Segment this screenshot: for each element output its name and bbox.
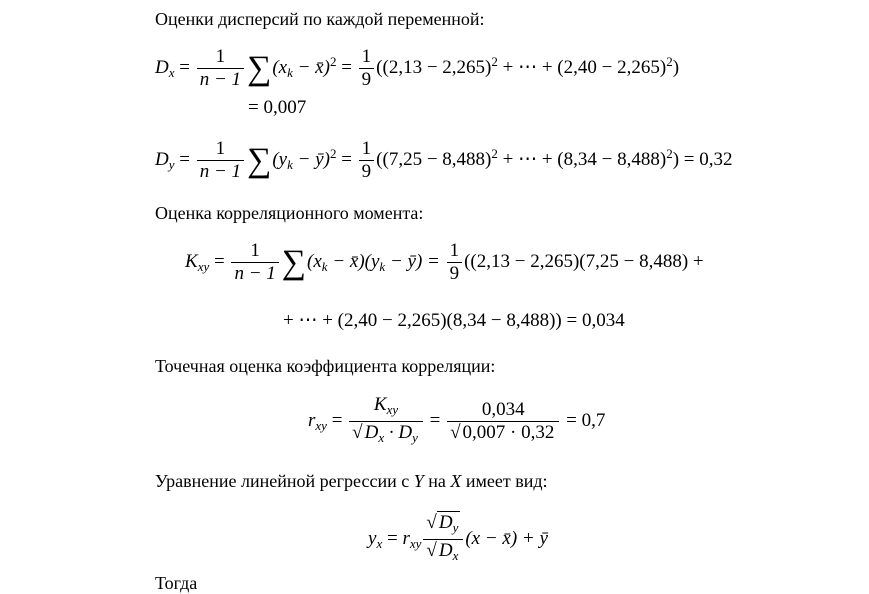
kxy-sum-expr: (x xyxy=(307,250,322,272)
rxy-frac1-num xyxy=(349,394,423,422)
dx-coef-num: 1 xyxy=(359,46,375,69)
dy-lhs: D xyxy=(155,148,169,170)
heading-then: Тогда xyxy=(155,573,198,593)
dx-fraction xyxy=(197,46,244,91)
dx-expansion-mid: + ⋯ + (2,40 − 2,265) xyxy=(497,56,667,78)
equation-kxy: $K_{xy}$ = $\frac{1}{n - 1}$ $\sum(x_k$ − $x̄)(y_k$ − ȳ) = $\frac{1}{9}$ ((2,13 − 2,265)(7,25 − 8,488) + xyxy=(185,240,704,284)
kxy-lhs: K xyxy=(185,250,198,272)
rxy-result: = 0,7 xyxy=(566,409,606,431)
sqrt-symbol: √ $D_x \cdot D_y$ xyxy=(352,422,418,445)
dx-sum-tail: − x̄) xyxy=(292,56,330,78)
kxy-frac-den: n − 1 xyxy=(234,263,276,284)
dx-coef xyxy=(359,46,375,91)
rxy-num1-sub: xy xyxy=(386,402,399,417)
rxy-den2: 0,007 · 0,32 xyxy=(462,422,555,443)
kxy-sum-mid: − x̄)(y xyxy=(327,250,380,272)
dy-lhs-sub: y xyxy=(168,156,175,172)
dy-sum-pow: 2 xyxy=(329,145,337,161)
dx-sum-sub: k xyxy=(287,64,293,80)
dx-frac-num: 1 xyxy=(197,46,244,69)
reg-r: r xyxy=(402,527,410,549)
kxy-line2: + ⋯ + (2,40 − 2,265)(8,34 − 8,488)) = 0,034 xyxy=(283,310,625,331)
sqrt-symbol: √ $D_y$ xyxy=(426,512,459,535)
dx-sum-pow: 2 xyxy=(329,53,337,69)
sum-symbol: ∑ xyxy=(281,243,307,281)
kxy-fraction xyxy=(231,240,278,285)
dy-expansion-end: ) = 0,32 xyxy=(672,148,733,170)
heading4-x: X xyxy=(450,471,462,491)
dx-frac-den: n − 1 xyxy=(199,69,242,90)
dy-frac-den: n − 1 xyxy=(199,161,242,182)
heading4-pre: Уравнение линейной регрессии с xyxy=(155,471,414,491)
dy-expansion: ((7,25 − 8,488) xyxy=(376,148,492,170)
kxy-sum-sub: k xyxy=(321,258,328,274)
dx-exp-pow1: 2 xyxy=(491,53,498,69)
heading4-post: имеет вид: xyxy=(461,471,548,491)
rxy-frac2-num: 0,034 xyxy=(447,399,559,422)
rxy-fraction1 xyxy=(349,394,423,449)
rxy-frac2-den xyxy=(447,422,559,444)
sqrt-symbol: √ $D_x$ xyxy=(426,540,459,563)
reg-num-sub: y xyxy=(452,520,459,535)
dy-sum-sub: k xyxy=(287,156,293,172)
kxy-sum-tail: − ȳ) = xyxy=(385,250,440,272)
dx-expansion-end: ) xyxy=(672,56,680,78)
rxy-lhs: r xyxy=(308,409,316,431)
dy-sum-expr: (y xyxy=(272,148,288,170)
dx-lhs: D xyxy=(155,56,169,78)
dy-exp-pow2: 2 xyxy=(666,145,673,161)
dy-exp-pow1: 2 xyxy=(491,145,498,161)
reg-den: D xyxy=(438,540,453,561)
dy-fraction xyxy=(197,138,244,183)
reg-lhs: y xyxy=(368,527,377,549)
sum-symbol: ∑ xyxy=(247,49,272,87)
dy-coef xyxy=(359,138,375,183)
dy-frac-num: 1 xyxy=(197,138,244,161)
sum-symbol: ∑ xyxy=(247,141,272,179)
kxy-line1: ((2,13 − 2,265)(7,25 − 8,488) + xyxy=(464,250,704,272)
kxy-sum-sub2: k xyxy=(379,258,386,274)
rxy-frac1-den xyxy=(349,422,423,449)
equation-rxy: $r_{xy}$ = $\frac{K_{xy}}{√ D_x \cdot D_y}$ = $\frac{0,034}{√ 0,007 \cdot 0,32}$ = 0,7 xyxy=(308,394,605,449)
reg-frac-den xyxy=(423,540,463,567)
heading-dispersions: Оценки дисперсий по каждой переменной: xyxy=(155,9,485,29)
reg-num: D xyxy=(438,512,453,533)
equation-dx: $D_x$ = $\frac{1}{n - 1}$ $\sum(x_k$ − x̄)$^2$ = $\frac{1}{9}$ ($(2,13 - 2,265)^2$ + ⋯ + $(2,40 - 2,265)^2$) xyxy=(155,46,680,90)
reg-r-sub: xy xyxy=(409,535,422,551)
kxy-coef xyxy=(447,240,463,285)
dx-exp-pow2: 2 xyxy=(666,53,673,69)
dy-sum-tail: − ȳ) xyxy=(292,148,330,170)
heading4-mid: на xyxy=(423,471,451,491)
dx-result: = 0,007 xyxy=(248,97,307,118)
reg-tail: (x − x̄) + ȳ xyxy=(465,527,548,549)
dy-coef-num: 1 xyxy=(359,138,375,161)
reg-lhs-sub: x xyxy=(376,535,383,551)
kxy-frac-num: 1 xyxy=(231,240,278,263)
rxy-den1-sub2: y xyxy=(412,430,418,445)
rxy-num1: K xyxy=(373,394,387,415)
dx-expansion: ((2,13 − 2,265) xyxy=(376,56,492,78)
rxy-fraction2 xyxy=(447,399,559,444)
reg-fraction xyxy=(423,512,463,567)
heading-regression xyxy=(155,470,548,492)
heading-correlation-moment: Оценка корреляционного момента: xyxy=(155,203,424,223)
heading4-y: Y xyxy=(413,471,424,491)
dy-expansion-mid: + ⋯ + (8,34 − 8,488) xyxy=(497,148,667,170)
sqrt-symbol: √ 0,007 · 0,32 xyxy=(450,422,555,443)
rxy-den1: D xyxy=(364,422,379,443)
dx-sum-expr: (x xyxy=(272,56,288,78)
equation-regression: $y_x = r_{xy}$ $\frac{√ D_y}{√ D_x}$ (x − x̄) + ȳ xyxy=(368,512,548,567)
dx-eq: = xyxy=(341,56,352,78)
rxy-lhs-sub: xy xyxy=(315,417,327,433)
kxy-coef-num: 1 xyxy=(447,240,463,263)
reg-frac-num xyxy=(423,512,463,540)
dx-lhs-sub: x xyxy=(168,64,175,80)
rxy-den1-sub: x xyxy=(378,430,385,445)
kxy-lhs-sub: xy xyxy=(197,258,210,274)
kxy-coef-den: 9 xyxy=(449,263,460,284)
reg-den-sub: x xyxy=(452,548,459,563)
dy-coef-den: 9 xyxy=(361,161,372,182)
dx-coef-den: 9 xyxy=(361,69,372,90)
rxy-den1-mid: · D xyxy=(384,422,413,443)
equation-dy: $D_y$ = $\frac{1}{n - 1}$ $\sum(y_k$ − ȳ)$^2$ = $\frac{1}{9}$ ($(7,25 - 8,488)^2$ + ⋯ + $(8,34 - 8,488)^2) = 0,32$ xyxy=(155,138,733,182)
heading-point-estimate: Точечная оценка коэффициента корреляции: xyxy=(155,356,496,376)
